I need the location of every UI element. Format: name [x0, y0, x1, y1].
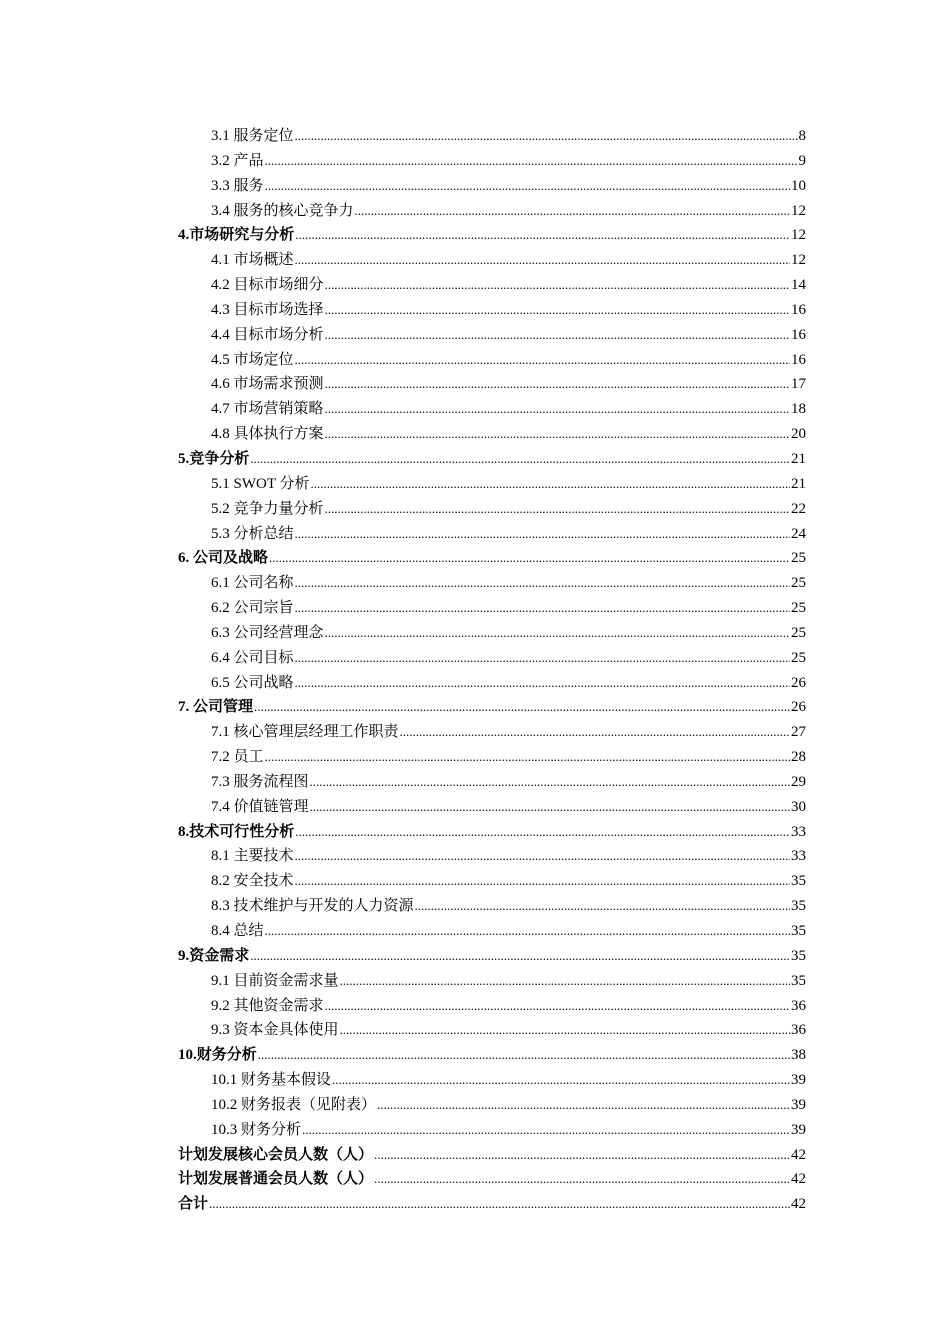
- toc-dot-leader: [295, 248, 790, 273]
- toc-entry-label: 4.7 市场营销策略: [211, 401, 324, 418]
- toc-page-number: 39: [791, 1121, 806, 1138]
- toc-entry-label: 3.3 服务: [211, 177, 264, 194]
- toc-page-number: 16: [791, 351, 806, 368]
- toc-dot-leader: [310, 472, 790, 497]
- toc-page-number: 16: [791, 326, 806, 343]
- toc-page-number: 35: [791, 923, 806, 939]
- toc-dot-leader: [209, 1192, 790, 1217]
- toc-entry-label: 9.2 其他资金需求: [211, 997, 324, 1014]
- toc-chapter-entry[interactable]: [178, 1043, 806, 1068]
- toc-section-entry[interactable]: [178, 869, 806, 894]
- toc-chapter-entry[interactable]: [178, 944, 806, 969]
- toc-entry-label: 7.1 核心管理层经理工作职责: [211, 724, 399, 741]
- toc-section-entry[interactable]: [178, 522, 806, 547]
- toc-dot-leader: [265, 149, 798, 174]
- toc-page-number: 38: [791, 1047, 806, 1064]
- toc-page-number: 17: [791, 376, 806, 393]
- toc-page-number: 16: [791, 301, 806, 318]
- toc-page-number: 26: [791, 699, 806, 716]
- toc-section-entry[interactable]: [178, 919, 806, 944]
- toc-dot-leader: [295, 348, 790, 373]
- toc-entry-label: 10.2 财务报表（见附表）: [211, 1096, 377, 1113]
- toc-entry-label: 合计: [178, 1196, 209, 1213]
- toc-dot-leader: [295, 646, 790, 671]
- toc-dot-leader: [295, 869, 790, 894]
- toc-page-number: 24: [791, 525, 806, 542]
- toc-entry-label: 4.3 目标市场选择: [211, 301, 324, 318]
- toc-section-entry[interactable]: [178, 596, 806, 621]
- toc-section-entry[interactable]: [178, 1118, 806, 1143]
- toc-page-number: 35: [791, 972, 806, 989]
- toc-page-number: 39: [791, 1072, 806, 1089]
- toc-section-entry[interactable]: [178, 720, 806, 745]
- toc-page-number: 42: [791, 1171, 806, 1188]
- toc-section-entry[interactable]: [178, 1018, 806, 1043]
- toc-section-entry[interactable]: [178, 621, 806, 646]
- toc-page-number: 42: [791, 1196, 806, 1213]
- toc-page-number: 36: [791, 997, 806, 1014]
- toc-entry-label: 3.4 服务的核心竞争力: [211, 202, 354, 219]
- toc-entry-label: 3.1 服务定位: [211, 128, 294, 144]
- toc-dot-leader: [295, 571, 790, 596]
- toc-dot-leader: [295, 596, 790, 621]
- toc-entry-label: 4.2 目标市场细分: [211, 277, 324, 294]
- toc-entry-label: 计划发展普通会员人数（人）: [178, 1171, 374, 1188]
- toc-dot-leader: [332, 1068, 790, 1093]
- toc-section-entry[interactable]: [178, 795, 806, 820]
- toc-page-number: 29: [791, 773, 806, 790]
- toc-page-number: 10: [791, 177, 806, 194]
- toc-dot-leader: [295, 124, 798, 149]
- toc-page-number: 14: [791, 277, 806, 294]
- toc-section-entry[interactable]: [178, 298, 806, 323]
- toc-section-entry[interactable]: [178, 422, 806, 447]
- toc-page-number: 25: [791, 575, 806, 592]
- toc-section-entry[interactable]: [178, 994, 806, 1019]
- toc-entry-label: 4.5 市场定位: [211, 351, 294, 368]
- toc-dot-leader: [325, 497, 790, 522]
- toc-page-number: 9: [798, 152, 806, 169]
- toc-section-entry[interactable]: [178, 646, 806, 671]
- toc-page-number: 22: [791, 500, 806, 517]
- toc-page-number: 42: [791, 1146, 806, 1163]
- toc-entry-label: 8.4 总结: [211, 923, 264, 939]
- toc-entry-label: 8.1 主要技术: [211, 848, 294, 865]
- toc-page-number: 35: [791, 898, 806, 915]
- toc-dot-leader: [325, 372, 790, 397]
- toc-dot-leader: [377, 1093, 790, 1118]
- toc-page-number: 33: [791, 823, 806, 840]
- toc-entry-label: 6.2 公司宗旨: [211, 600, 294, 617]
- toc-entry-label: 8.技术可行性分析: [178, 823, 295, 840]
- toc-section-entry[interactable]: [178, 472, 806, 497]
- toc-dot-leader: [295, 671, 790, 696]
- toc-section-entry[interactable]: [178, 844, 806, 869]
- toc-entry-label: 9.资金需求: [178, 947, 250, 964]
- toc-dot-leader: [340, 969, 790, 994]
- table-of-contents: [178, 124, 806, 1217]
- toc-entry-label: 5.2 竞争力量分析: [211, 500, 324, 517]
- toc-dot-leader: [310, 770, 790, 795]
- toc-section-entry[interactable]: [178, 323, 806, 348]
- toc-entry-label: 8.2 安全技术: [211, 873, 294, 890]
- toc-dot-leader: [265, 919, 790, 944]
- toc-dot-leader: [325, 298, 790, 323]
- toc-section-entry[interactable]: [178, 372, 806, 397]
- toc-chapter-entry[interactable]: [178, 223, 806, 248]
- toc-section-entry[interactable]: [178, 497, 806, 522]
- toc-page-number: 28: [791, 749, 806, 766]
- toc-page-number: 12: [791, 252, 806, 269]
- toc-section-entry[interactable]: [178, 273, 806, 298]
- toc-dot-leader: [265, 174, 790, 199]
- toc-dot-leader: [325, 323, 790, 348]
- toc-page-number: 20: [791, 426, 806, 443]
- toc-entry-label: 7. 公司管理: [178, 699, 254, 716]
- toc-dot-leader: [254, 695, 790, 720]
- toc-entry-label: 5.竞争分析: [178, 450, 250, 467]
- toc-section-entry[interactable]: [178, 969, 806, 994]
- toc-section-entry[interactable]: [178, 1068, 806, 1093]
- toc-section-entry[interactable]: [178, 770, 806, 795]
- toc-page-number: 35: [791, 947, 806, 964]
- toc-entry-label: 6.4 公司目标: [211, 649, 294, 666]
- toc-entry-label: 7.4 价值链管理: [211, 798, 309, 815]
- toc-dot-leader: [325, 273, 790, 298]
- toc-chapter-entry[interactable]: [178, 1143, 806, 1168]
- toc-section-entry[interactable]: [178, 894, 806, 919]
- toc-dot-leader: [265, 745, 790, 770]
- toc-section-entry[interactable]: [178, 174, 806, 199]
- toc-entry-label: 4.1 市场概述: [211, 252, 294, 269]
- toc-page-number: 18: [791, 401, 806, 418]
- toc-entry-label: 6.5 公司战略: [211, 674, 294, 691]
- toc-entry-label: 5.3 分析总结: [211, 525, 294, 542]
- toc-dot-leader: [325, 397, 790, 422]
- toc-chapter-entry[interactable]: [178, 447, 806, 472]
- toc-dot-leader: [355, 199, 790, 224]
- toc-section-entry[interactable]: [178, 149, 806, 174]
- toc-dot-leader: [295, 522, 790, 547]
- toc-dot-leader: [302, 1118, 790, 1143]
- toc-entry-label: 7.3 服务流程图: [211, 773, 309, 790]
- toc-section-entry[interactable]: [178, 397, 806, 422]
- toc-entry-label: 6. 公司及战略: [178, 550, 269, 567]
- toc-entry-label: 6.3 公司经营理念: [211, 624, 324, 641]
- toc-section-entry[interactable]: [178, 348, 806, 373]
- toc-entry-label: 9.3 资本金具体使用: [211, 1022, 339, 1039]
- toc-page-number: 30: [791, 798, 806, 815]
- toc-entry-label: 10.财务分析: [178, 1047, 257, 1064]
- toc-section-entry[interactable]: [178, 745, 806, 770]
- toc-entry-label: 计划发展核心会员人数（人）: [178, 1146, 374, 1163]
- toc-dot-leader: [258, 1043, 790, 1068]
- toc-entry-label: 9.1 目前资金需求量: [211, 972, 339, 989]
- toc-page-number: 8: [798, 128, 806, 144]
- toc-dot-leader: [250, 447, 790, 472]
- toc-page-number: 35: [791, 873, 806, 890]
- toc-entry-label: 6.1 公司名称: [211, 575, 294, 592]
- toc-entry-label: 4.市场研究与分析: [178, 227, 295, 244]
- toc-chapter-entry[interactable]: [178, 820, 806, 845]
- toc-entry-label: 3.2 产品: [211, 152, 264, 169]
- toc-section-entry[interactable]: [178, 571, 806, 596]
- toc-entry-label: 4.8 具体执行方案: [211, 426, 324, 443]
- toc-section-entry[interactable]: [178, 124, 806, 149]
- toc-dot-leader: [374, 1143, 790, 1168]
- toc-dot-leader: [295, 844, 790, 869]
- toc-section-entry[interactable]: [178, 199, 806, 224]
- toc-page-number: 39: [791, 1096, 806, 1113]
- toc-entry-label: 4.6 市场需求预测: [211, 376, 324, 393]
- toc-page-number: 12: [791, 227, 806, 244]
- toc-dot-leader: [295, 223, 790, 248]
- toc-page-number: 25: [791, 624, 806, 641]
- toc-dot-leader: [310, 795, 790, 820]
- toc-dot-leader: [269, 546, 790, 571]
- toc-dot-leader: [374, 1167, 790, 1192]
- toc-chapter-entry[interactable]: [178, 546, 806, 571]
- toc-entry-label: 8.3 技术维护与开发的人力资源: [211, 898, 414, 915]
- toc-chapter-entry[interactable]: [178, 1192, 806, 1217]
- toc-chapter-entry[interactable]: [178, 695, 806, 720]
- toc-dot-leader: [250, 944, 790, 969]
- toc-dot-leader: [325, 994, 790, 1019]
- toc-entry-label: 10.1 财务基本假设: [211, 1072, 332, 1089]
- toc-page-number: 26: [791, 674, 806, 691]
- toc-page-number: 33: [791, 848, 806, 865]
- toc-entry-label: 10.3 财务分析: [211, 1121, 302, 1138]
- toc-dot-leader: [295, 820, 790, 845]
- toc-page-number: 36: [791, 1022, 806, 1039]
- toc-entry-label: 7.2 员工: [211, 749, 264, 766]
- toc-page-number: 25: [791, 649, 806, 666]
- toc-page-number: 21: [791, 450, 806, 467]
- toc-dot-leader: [325, 422, 790, 447]
- toc-page-number: 12: [791, 202, 806, 219]
- toc-chapter-entry[interactable]: [178, 1167, 806, 1192]
- toc-page-number: 25: [791, 600, 806, 617]
- toc-page-number: 27: [791, 724, 806, 741]
- toc-section-entry[interactable]: [178, 248, 806, 273]
- toc-dot-leader: [325, 621, 790, 646]
- toc-page-number: 25: [791, 550, 806, 567]
- toc-entry-label: 5.1 SWOT 分析: [211, 475, 310, 492]
- toc-section-entry[interactable]: [178, 671, 806, 696]
- toc-dot-leader: [340, 1018, 790, 1043]
- toc-page-number: 21: [791, 475, 806, 492]
- toc-dot-leader: [400, 720, 790, 745]
- toc-section-entry[interactable]: [178, 1093, 806, 1118]
- toc-entry-label: 4.4 目标市场分析: [211, 326, 324, 343]
- toc-dot-leader: [415, 894, 790, 919]
